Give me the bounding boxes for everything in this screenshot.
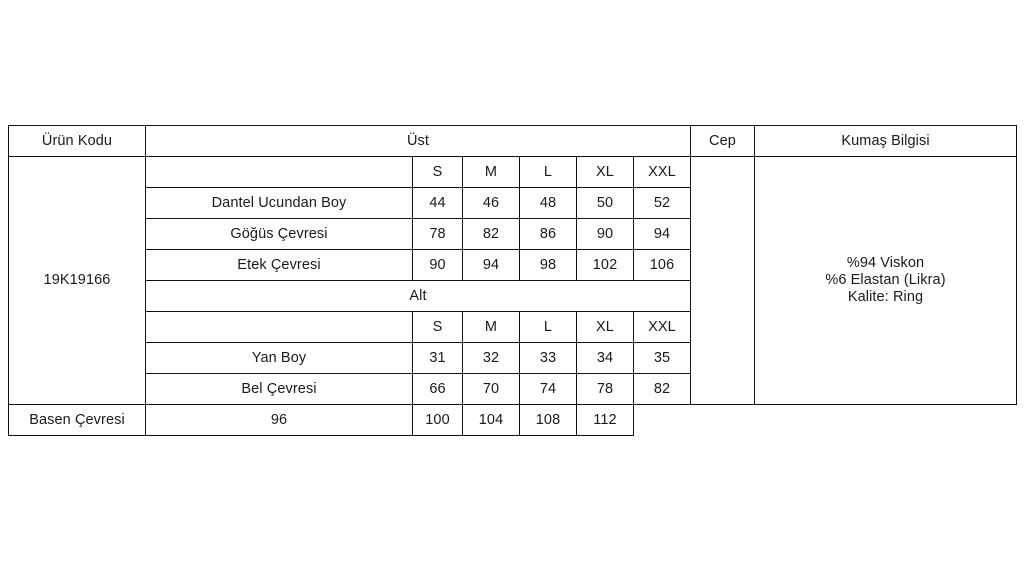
measure-label-bel-cevresi: Bel Çevresi xyxy=(146,374,413,405)
value-etek-xxl: 106 xyxy=(634,250,691,281)
top-size-m: M xyxy=(463,157,520,188)
measure-label-gogus-cevresi: Göğüs Çevresi xyxy=(146,219,413,250)
fabric-line-1: %94 Viskon xyxy=(846,255,925,272)
header-fabric: Kumaş Bilgisi xyxy=(755,126,1017,157)
fabric-line-2: %6 Elastan (Likra) xyxy=(825,272,946,289)
value-basen-xl: 108 xyxy=(520,405,577,436)
bottom-size-l: L xyxy=(520,312,577,343)
size-chart-table xyxy=(8,125,1017,436)
value-basen-l: 104 xyxy=(463,405,520,436)
fabric-line-3: Kalite: Ring xyxy=(847,288,924,305)
top-size-l: L xyxy=(520,157,577,188)
value-gogus-m: 82 xyxy=(463,219,520,250)
top-size-header-row xyxy=(9,157,1017,188)
value-dantel-s: 44 xyxy=(413,188,463,219)
measure-label-etek-cevresi: Etek Çevresi xyxy=(146,250,413,281)
value-basen-xxl: 112 xyxy=(577,405,634,436)
header-pocket: Cep xyxy=(691,126,755,157)
value-dantel-xl: 50 xyxy=(577,188,634,219)
product-code-cell: 19K19166 xyxy=(9,157,146,405)
table-row xyxy=(9,405,1017,436)
value-gogus-xxl: 94 xyxy=(634,219,691,250)
bottom-size-xxl: XXL xyxy=(634,312,691,343)
value-bel-m: 70 xyxy=(463,374,520,405)
section-label-alt: Alt xyxy=(146,281,691,312)
value-etek-l: 98 xyxy=(520,250,577,281)
table-header-row xyxy=(9,126,1017,157)
measure-label-dantel-ucundan-boy: Dantel Ucundan Boy xyxy=(146,188,413,219)
top-size-s: S xyxy=(413,157,463,188)
value-basen-m: 100 xyxy=(413,405,463,436)
top-size-label-blank xyxy=(146,157,413,188)
bottom-size-m: M xyxy=(463,312,520,343)
value-etek-m: 94 xyxy=(463,250,520,281)
value-etek-xl: 102 xyxy=(577,250,634,281)
value-dantel-m: 46 xyxy=(463,188,520,219)
value-bel-l: 74 xyxy=(520,374,577,405)
value-yanboy-xxl: 35 xyxy=(634,343,691,374)
value-bel-xl: 78 xyxy=(577,374,634,405)
pocket-cell xyxy=(691,157,755,405)
bottom-size-xl: XL xyxy=(577,312,634,343)
value-etek-s: 90 xyxy=(413,250,463,281)
header-product-code: Ürün Kodu xyxy=(9,126,146,157)
fabric-info-cell xyxy=(755,157,1017,405)
value-dantel-xxl: 52 xyxy=(634,188,691,219)
top-size-xxl: XXL xyxy=(634,157,691,188)
value-yanboy-l: 33 xyxy=(520,343,577,374)
bottom-size-s: S xyxy=(413,312,463,343)
measure-label-yan-boy: Yan Boy xyxy=(146,343,413,374)
value-bel-xxl: 82 xyxy=(634,374,691,405)
value-basen-s: 96 xyxy=(146,405,413,436)
value-yanboy-m: 32 xyxy=(463,343,520,374)
top-size-xl: XL xyxy=(577,157,634,188)
value-dantel-l: 48 xyxy=(520,188,577,219)
value-gogus-l: 86 xyxy=(520,219,577,250)
value-yanboy-s: 31 xyxy=(413,343,463,374)
value-gogus-s: 78 xyxy=(413,219,463,250)
measure-label-basen-cevresi: Basen Çevresi xyxy=(9,405,146,436)
bottom-size-label-blank xyxy=(146,312,413,343)
value-bel-s: 66 xyxy=(413,374,463,405)
value-yanboy-xl: 34 xyxy=(577,343,634,374)
value-gogus-xl: 90 xyxy=(577,219,634,250)
header-top: Üst xyxy=(146,126,691,157)
